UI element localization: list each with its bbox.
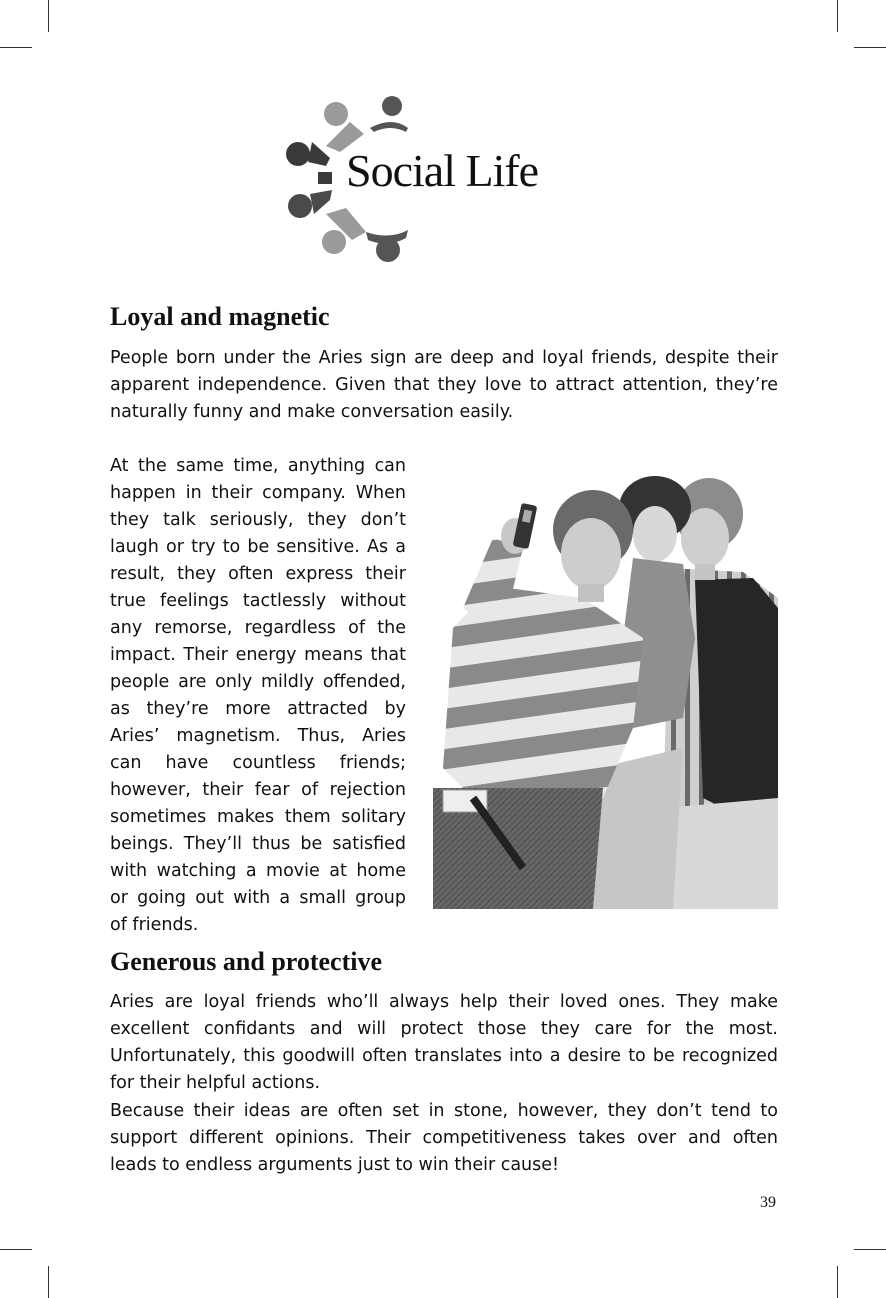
crop-mark xyxy=(854,1249,886,1250)
page-number: 39 xyxy=(760,1194,776,1211)
crop-mark xyxy=(48,1266,49,1298)
paragraph: At the same time, anything can happen in their company. When they talk seriously, they don’t laugh or try to be sensitive. As a result, they often express their true feelings tactlessly without any remorse, regardless of the impact. Their energy means that people are only mildly offended, as they’re more attracted by Aries’ magnetism. Thus, Aries can have countless friends; however, their fear of rejection sometimes makes them solitary beings. They’ll thus be satisfied with watching a movie at home or going out with a small group of friends. xyxy=(110,456,406,935)
crop-mark xyxy=(854,47,886,48)
paragraph: Aries are loyal friends who’ll always help their loved ones. They make excellent confidants and will protect those they care for the most. Unfortunately, this goodwill often translates into a desire to be recognized for their helpful actions. xyxy=(110,992,778,1093)
crop-mark xyxy=(0,47,32,48)
crop-mark xyxy=(837,0,838,32)
three-friends-photo xyxy=(433,468,778,909)
paragraph: Because their ideas are often set in stone, however, they don’t tend to support different opinions. Their competitiveness takes over and often leads to endless arguments just to win their cause! xyxy=(110,1101,778,1175)
crop-mark xyxy=(48,0,49,32)
section-heading: Generous and protective xyxy=(110,947,383,976)
crop-mark xyxy=(837,1266,838,1298)
section-heading: Loyal and magnetic xyxy=(110,302,330,331)
crop-mark xyxy=(0,1249,32,1250)
chapter-title: Social Life xyxy=(346,145,539,196)
paragraph: People born under the Aries sign are deep and loyal friends, despite their apparent independence. Given that they love to attract attention, they’re naturally funny and make conversation easily. xyxy=(110,348,778,422)
